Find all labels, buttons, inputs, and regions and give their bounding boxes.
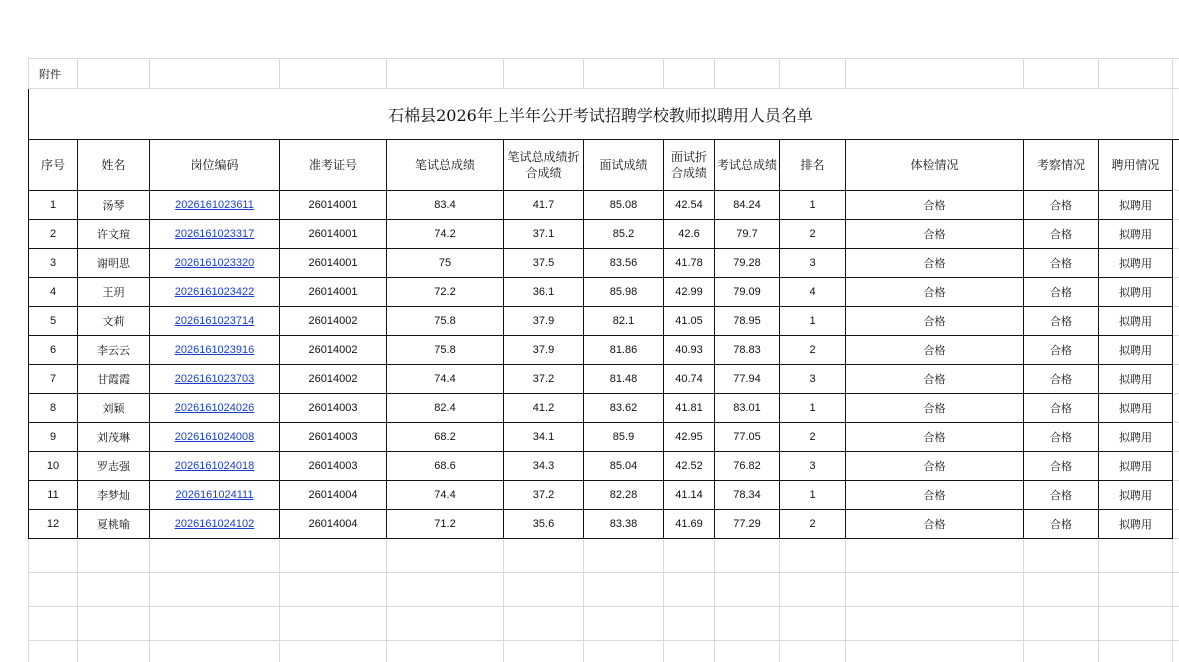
empty-cell[interactable] bbox=[29, 573, 78, 607]
table-cell[interactable]: 11 bbox=[29, 481, 78, 510]
table-cell[interactable]: 合格 bbox=[1024, 365, 1099, 394]
table-row bbox=[29, 423, 1179, 452]
sheet-title[interactable]: 石棉县2026年上半年公开考试招聘学校教师拟聘用人员名单 bbox=[29, 89, 1173, 140]
table-cell[interactable]: 78.95 bbox=[715, 307, 780, 336]
table-cell[interactable]: 合格 bbox=[1024, 278, 1099, 307]
table-row bbox=[29, 307, 1179, 336]
table-cell[interactable]: 夏桃喻 bbox=[78, 510, 150, 539]
table-cell[interactable]: 李云云 bbox=[78, 336, 150, 365]
table-cell[interactable]: 4 bbox=[780, 278, 846, 307]
table-cell[interactable]: 37.1 bbox=[504, 220, 584, 249]
table-cell[interactable]: 9 bbox=[29, 423, 78, 452]
table-cell[interactable]: 拟聘用 bbox=[1099, 394, 1173, 423]
position-code-link[interactable]: 2026161023320 bbox=[174, 257, 255, 269]
table-cell[interactable]: 81.86 bbox=[584, 336, 664, 365]
table-cell[interactable]: 合格 bbox=[846, 191, 1024, 220]
empty-cell[interactable] bbox=[280, 539, 387, 573]
empty-cell[interactable] bbox=[150, 607, 280, 641]
empty-cell[interactable] bbox=[387, 573, 504, 607]
table-cell[interactable]: 合格 bbox=[846, 278, 1024, 307]
table-cell[interactable]: 2 bbox=[780, 336, 846, 365]
table-cell[interactable]: 26014002 bbox=[280, 365, 387, 394]
empty-row bbox=[29, 573, 1179, 607]
table-row bbox=[29, 452, 1179, 481]
empty-cell[interactable] bbox=[1099, 539, 1173, 573]
table-cell[interactable]: 合格 bbox=[846, 481, 1024, 510]
table-cell[interactable]: 35.6 bbox=[504, 510, 584, 539]
table-cell[interactable]: 刘颖 bbox=[78, 394, 150, 423]
table-cell[interactable]: 74.2 bbox=[387, 220, 504, 249]
table-cell[interactable]: 1 bbox=[780, 307, 846, 336]
empty-cell[interactable] bbox=[280, 641, 387, 662]
table-cell[interactable]: 拟聘用 bbox=[1099, 423, 1173, 452]
table-cell[interactable]: 79.09 bbox=[715, 278, 780, 307]
table-cell[interactable]: 26014004 bbox=[280, 510, 387, 539]
table-cell[interactable]: 37.2 bbox=[504, 365, 584, 394]
table-cell[interactable] bbox=[150, 220, 280, 249]
table-cell[interactable] bbox=[150, 278, 280, 307]
table-cell[interactable]: 34.1 bbox=[504, 423, 584, 452]
empty-cell[interactable] bbox=[664, 641, 715, 662]
empty-row bbox=[29, 641, 1179, 662]
empty-cell[interactable] bbox=[29, 539, 78, 573]
table-cell[interactable]: 71.2 bbox=[387, 510, 504, 539]
table-cell[interactable] bbox=[150, 423, 280, 452]
title-row bbox=[29, 89, 1179, 140]
position-code-link[interactable]: 2026161023422 bbox=[174, 286, 255, 298]
table-cell[interactable]: 合格 bbox=[846, 220, 1024, 249]
column-header[interactable]: 排名 bbox=[780, 140, 846, 191]
empty-cell[interactable] bbox=[846, 539, 1024, 573]
empty-cell[interactable] bbox=[846, 573, 1024, 607]
empty-cell[interactable] bbox=[780, 573, 846, 607]
column-header[interactable]: 岗位编码 bbox=[150, 140, 280, 191]
empty-cell[interactable] bbox=[387, 539, 504, 573]
table-cell[interactable]: 78.83 bbox=[715, 336, 780, 365]
table-cell[interactable]: 拟聘用 bbox=[1099, 191, 1173, 220]
table-cell[interactable]: 拟聘用 bbox=[1099, 365, 1173, 394]
table-cell[interactable]: 合格 bbox=[846, 510, 1024, 539]
table-cell[interactable] bbox=[150, 365, 280, 394]
empty-cell[interactable] bbox=[78, 641, 150, 662]
column-header[interactable]: 面试成绩 bbox=[584, 140, 664, 191]
table-cell[interactable]: 拟聘用 bbox=[1099, 307, 1173, 336]
table-cell[interactable]: 合格 bbox=[846, 423, 1024, 452]
table-cell[interactable]: 合格 bbox=[1024, 220, 1099, 249]
table-cell[interactable]: 合格 bbox=[1024, 307, 1099, 336]
empty-cell[interactable] bbox=[504, 607, 584, 641]
empty-cell[interactable] bbox=[387, 641, 504, 662]
table-cell[interactable]: 谢明思 bbox=[78, 249, 150, 278]
header-row bbox=[29, 140, 1179, 191]
empty-cell[interactable] bbox=[280, 607, 387, 641]
empty-cell[interactable] bbox=[1173, 539, 1179, 573]
table-cell[interactable] bbox=[150, 394, 280, 423]
column-header[interactable]: 聘用情况 bbox=[1099, 140, 1173, 191]
empty-cell[interactable] bbox=[1099, 641, 1173, 662]
attachment-label[interactable]: 附件 bbox=[29, 59, 78, 89]
empty-cell[interactable] bbox=[150, 539, 280, 573]
table-cell[interactable]: 74.4 bbox=[387, 365, 504, 394]
spreadsheet-grid bbox=[28, 58, 1179, 662]
table-cell[interactable]: 83.56 bbox=[584, 249, 664, 278]
column-header[interactable]: 笔试总成绩折合成绩 bbox=[504, 140, 584, 191]
table-cell[interactable]: 85.98 bbox=[584, 278, 664, 307]
table-cell[interactable]: 76.82 bbox=[715, 452, 780, 481]
empty-cell[interactable] bbox=[29, 607, 78, 641]
table-cell[interactable]: 26014001 bbox=[280, 249, 387, 278]
empty-cell[interactable] bbox=[584, 607, 664, 641]
column-header[interactable]: 体检情况 bbox=[846, 140, 1024, 191]
table-cell[interactable]: 合格 bbox=[846, 394, 1024, 423]
position-code-link[interactable]: 2026161024102 bbox=[174, 518, 255, 530]
table-cell[interactable]: 41.81 bbox=[664, 394, 715, 423]
table-cell[interactable]: 合格 bbox=[1024, 510, 1099, 539]
table-cell[interactable]: 40.74 bbox=[664, 365, 715, 394]
table-cell[interactable] bbox=[150, 481, 280, 510]
table-cell[interactable]: 2 bbox=[780, 220, 846, 249]
table-cell[interactable]: 拟聘用 bbox=[1099, 481, 1173, 510]
empty-cell[interactable] bbox=[715, 539, 780, 573]
table-cell[interactable]: 1 bbox=[780, 481, 846, 510]
table-cell[interactable]: 1 bbox=[29, 191, 78, 220]
column-header[interactable]: 准考证号 bbox=[280, 140, 387, 191]
table-cell[interactable] bbox=[150, 336, 280, 365]
table-cell[interactable]: 82.4 bbox=[387, 394, 504, 423]
table-row bbox=[29, 278, 1179, 307]
empty-cell[interactable] bbox=[664, 573, 715, 607]
table-cell[interactable]: 拟聘用 bbox=[1099, 278, 1173, 307]
table-cell[interactable]: 4 bbox=[29, 278, 78, 307]
table-cell[interactable]: 83.4 bbox=[387, 191, 504, 220]
table-cell[interactable]: 26014001 bbox=[280, 191, 387, 220]
table-cell[interactable]: 文莉 bbox=[78, 307, 150, 336]
table-cell[interactable]: 合格 bbox=[846, 452, 1024, 481]
table-cell[interactable]: 42.95 bbox=[664, 423, 715, 452]
table-cell[interactable]: 36.1 bbox=[504, 278, 584, 307]
table-cell[interactable]: 拟聘用 bbox=[1099, 249, 1173, 278]
table-cell[interactable]: 42.99 bbox=[664, 278, 715, 307]
table-row bbox=[29, 191, 1179, 220]
table-cell[interactable]: 77.29 bbox=[715, 510, 780, 539]
table-cell[interactable]: 刘茂琳 bbox=[78, 423, 150, 452]
position-code-link[interactable]: 2026161024018 bbox=[174, 460, 255, 472]
table-cell[interactable]: 75.8 bbox=[387, 307, 504, 336]
column-header[interactable]: 面试折合成绩 bbox=[664, 140, 715, 191]
table-cell[interactable]: 68.2 bbox=[387, 423, 504, 452]
table-cell[interactable]: 26014001 bbox=[280, 278, 387, 307]
table-cell[interactable]: 1 bbox=[780, 191, 846, 220]
table-cell[interactable] bbox=[150, 510, 280, 539]
table-cell[interactable]: 75.8 bbox=[387, 336, 504, 365]
table-cell[interactable]: 26014004 bbox=[280, 481, 387, 510]
table-cell[interactable]: 合格 bbox=[846, 249, 1024, 278]
table-cell[interactable]: 10 bbox=[29, 452, 78, 481]
table-cell[interactable]: 83.01 bbox=[715, 394, 780, 423]
table-cell[interactable]: 拟聘用 bbox=[1099, 220, 1173, 249]
table-cell[interactable]: 34.3 bbox=[504, 452, 584, 481]
column-header[interactable]: 姓名 bbox=[78, 140, 150, 191]
table-cell[interactable]: 12 bbox=[29, 510, 78, 539]
table-cell[interactable]: 79.28 bbox=[715, 249, 780, 278]
position-code-link[interactable]: 2026161023916 bbox=[174, 344, 255, 356]
table-cell[interactable]: 2 bbox=[780, 423, 846, 452]
table-cell[interactable]: 拟聘用 bbox=[1099, 510, 1173, 539]
empty-cell[interactable] bbox=[504, 573, 584, 607]
table-cell[interactable]: 37.9 bbox=[504, 307, 584, 336]
table-cell[interactable]: 42.54 bbox=[664, 191, 715, 220]
empty-cell[interactable] bbox=[1173, 607, 1179, 641]
table-cell[interactable]: 1 bbox=[780, 394, 846, 423]
table-cell[interactable]: 77.05 bbox=[715, 423, 780, 452]
table-cell[interactable]: 26014003 bbox=[280, 452, 387, 481]
table-cell[interactable]: 41.14 bbox=[664, 481, 715, 510]
empty-cell[interactable] bbox=[715, 607, 780, 641]
empty-cell[interactable] bbox=[150, 641, 280, 662]
table-cell[interactable]: 85.08 bbox=[584, 191, 664, 220]
table-row bbox=[29, 510, 1179, 539]
table-cell[interactable]: 72.2 bbox=[387, 278, 504, 307]
table-cell[interactable]: 84.24 bbox=[715, 191, 780, 220]
table-cell[interactable]: 合格 bbox=[1024, 394, 1099, 423]
empty-cell[interactable] bbox=[846, 641, 1024, 662]
empty-cell[interactable] bbox=[1173, 641, 1179, 662]
table-cell[interactable]: 83.62 bbox=[584, 394, 664, 423]
table-cell[interactable]: 2 bbox=[780, 510, 846, 539]
table-cell[interactable]: 41.69 bbox=[664, 510, 715, 539]
position-code-link[interactable]: 2026161023611 bbox=[175, 199, 254, 211]
table-cell[interactable]: 68.6 bbox=[387, 452, 504, 481]
empty-cell[interactable] bbox=[150, 573, 280, 607]
table-cell[interactable]: 74.4 bbox=[387, 481, 504, 510]
empty-cell[interactable] bbox=[1099, 573, 1173, 607]
table-cell[interactable]: 42.52 bbox=[664, 452, 715, 481]
table-cell[interactable]: 合格 bbox=[1024, 481, 1099, 510]
table-cell[interactable]: 8 bbox=[29, 394, 78, 423]
table-row bbox=[29, 336, 1179, 365]
empty-cell[interactable] bbox=[504, 641, 584, 662]
table-cell[interactable] bbox=[150, 452, 280, 481]
position-code-link[interactable]: 2026161024026 bbox=[174, 402, 255, 414]
empty-cell[interactable] bbox=[1024, 573, 1099, 607]
empty-row bbox=[29, 539, 1179, 573]
table-cell[interactable] bbox=[150, 307, 280, 336]
empty-cell[interactable] bbox=[584, 539, 664, 573]
table-cell[interactable]: 合格 bbox=[1024, 423, 1099, 452]
column-header[interactable]: 考察情况 bbox=[1024, 140, 1099, 191]
table-cell[interactable]: 82.28 bbox=[584, 481, 664, 510]
empty-row bbox=[29, 607, 1179, 641]
empty-cell[interactable] bbox=[780, 539, 846, 573]
table-cell[interactable]: 3 bbox=[29, 249, 78, 278]
table-cell[interactable]: 合格 bbox=[846, 336, 1024, 365]
table-cell[interactable]: 拟聘用 bbox=[1099, 452, 1173, 481]
empty-cell[interactable] bbox=[584, 573, 664, 607]
table-cell[interactable]: 26014003 bbox=[280, 423, 387, 452]
table-cell[interactable]: 王玥 bbox=[78, 278, 150, 307]
table-row bbox=[29, 220, 1179, 249]
table-cell[interactable]: 37.9 bbox=[504, 336, 584, 365]
table-cell[interactable]: 41.2 bbox=[504, 394, 584, 423]
table-cell[interactable]: 77.94 bbox=[715, 365, 780, 394]
empty-cell[interactable] bbox=[1024, 607, 1099, 641]
empty-cell[interactable] bbox=[846, 607, 1024, 641]
empty-cell[interactable] bbox=[1173, 573, 1179, 607]
table-cell[interactable]: 汤琴 bbox=[78, 191, 150, 220]
empty-cell[interactable] bbox=[1024, 539, 1099, 573]
empty-cell[interactable] bbox=[280, 573, 387, 607]
table-row bbox=[29, 365, 1179, 394]
position-code-link[interactable]: 2026161024008 bbox=[174, 431, 255, 443]
table-cell[interactable]: 81.48 bbox=[584, 365, 664, 394]
table-cell[interactable] bbox=[150, 191, 280, 220]
empty-cell[interactable] bbox=[780, 641, 846, 662]
table-cell[interactable]: 26014002 bbox=[280, 307, 387, 336]
table-cell[interactable]: 合格 bbox=[1024, 336, 1099, 365]
table-cell[interactable]: 罗志强 bbox=[78, 452, 150, 481]
table-cell[interactable]: 40.93 bbox=[664, 336, 715, 365]
table-cell[interactable]: 26014003 bbox=[280, 394, 387, 423]
table-cell[interactable]: 85.2 bbox=[584, 220, 664, 249]
table-cell[interactable]: 78.34 bbox=[715, 481, 780, 510]
column-header[interactable]: 笔试总成绩 bbox=[387, 140, 504, 191]
table-cell[interactable]: 83.38 bbox=[584, 510, 664, 539]
table-cell[interactable]: 7 bbox=[29, 365, 78, 394]
table-cell[interactable]: 85.9 bbox=[584, 423, 664, 452]
table-cell[interactable]: 3 bbox=[780, 452, 846, 481]
table-row bbox=[29, 249, 1179, 278]
table-row bbox=[29, 481, 1179, 510]
table-cell[interactable]: 41.05 bbox=[664, 307, 715, 336]
table-cell[interactable]: 6 bbox=[29, 336, 78, 365]
table-cell[interactable]: 许文瑄 bbox=[78, 220, 150, 249]
table-cell[interactable]: 26014002 bbox=[280, 336, 387, 365]
table-row bbox=[29, 394, 1179, 423]
empty-cell[interactable] bbox=[29, 641, 78, 662]
position-code-link[interactable]: 2026161023703 bbox=[174, 373, 255, 385]
table-cell[interactable] bbox=[150, 249, 280, 278]
empty-cell[interactable] bbox=[715, 573, 780, 607]
table-cell[interactable]: 41.78 bbox=[664, 249, 715, 278]
table-cell[interactable]: 75 bbox=[387, 249, 504, 278]
position-code-link[interactable]: 2026161023714 bbox=[174, 315, 255, 327]
spreadsheet bbox=[28, 58, 1179, 662]
table-cell[interactable]: 3 bbox=[780, 249, 846, 278]
empty-cell[interactable] bbox=[504, 539, 584, 573]
column-header[interactable]: 考试总成绩 bbox=[715, 140, 780, 191]
table-cell[interactable]: 5 bbox=[29, 307, 78, 336]
table-cell[interactable]: 82.1 bbox=[584, 307, 664, 336]
position-code-link[interactable]: 2026161023317 bbox=[174, 228, 255, 240]
table-cell[interactable]: 37.5 bbox=[504, 249, 584, 278]
table-cell[interactable]: 拟聘用 bbox=[1099, 336, 1173, 365]
table-cell[interactable]: 85.04 bbox=[584, 452, 664, 481]
empty-cell[interactable] bbox=[715, 641, 780, 662]
empty-cell[interactable] bbox=[78, 607, 150, 641]
table-cell[interactable]: 合格 bbox=[1024, 452, 1099, 481]
column-header[interactable]: 序号 bbox=[29, 140, 78, 191]
table-cell[interactable]: 合格 bbox=[846, 365, 1024, 394]
table-cell[interactable]: 合格 bbox=[1024, 249, 1099, 278]
empty-cell[interactable] bbox=[664, 539, 715, 573]
empty-cell[interactable] bbox=[387, 607, 504, 641]
empty-cell[interactable] bbox=[664, 607, 715, 641]
empty-cell[interactable] bbox=[584, 641, 664, 662]
table-cell[interactable]: 42.6 bbox=[664, 220, 715, 249]
empty-cell[interactable] bbox=[78, 573, 150, 607]
empty-cell[interactable] bbox=[1099, 607, 1173, 641]
empty-cell[interactable] bbox=[78, 539, 150, 573]
table-cell[interactable]: 合格 bbox=[846, 307, 1024, 336]
table-cell[interactable]: 合格 bbox=[1024, 191, 1099, 220]
table-cell[interactable]: 甘霞霞 bbox=[78, 365, 150, 394]
table-cell[interactable]: 79.7 bbox=[715, 220, 780, 249]
table-cell[interactable]: 李梦灿 bbox=[78, 481, 150, 510]
table-cell[interactable]: 3 bbox=[780, 365, 846, 394]
table-cell[interactable]: 37.2 bbox=[504, 481, 584, 510]
attachment-row bbox=[29, 59, 1179, 89]
empty-cell[interactable] bbox=[780, 607, 846, 641]
position-code-link[interactable]: 2026161024111 bbox=[175, 489, 254, 501]
table-cell[interactable]: 26014001 bbox=[280, 220, 387, 249]
table-cell[interactable]: 41.7 bbox=[504, 191, 584, 220]
empty-cell[interactable] bbox=[1024, 641, 1099, 662]
table-cell[interactable]: 2 bbox=[29, 220, 78, 249]
